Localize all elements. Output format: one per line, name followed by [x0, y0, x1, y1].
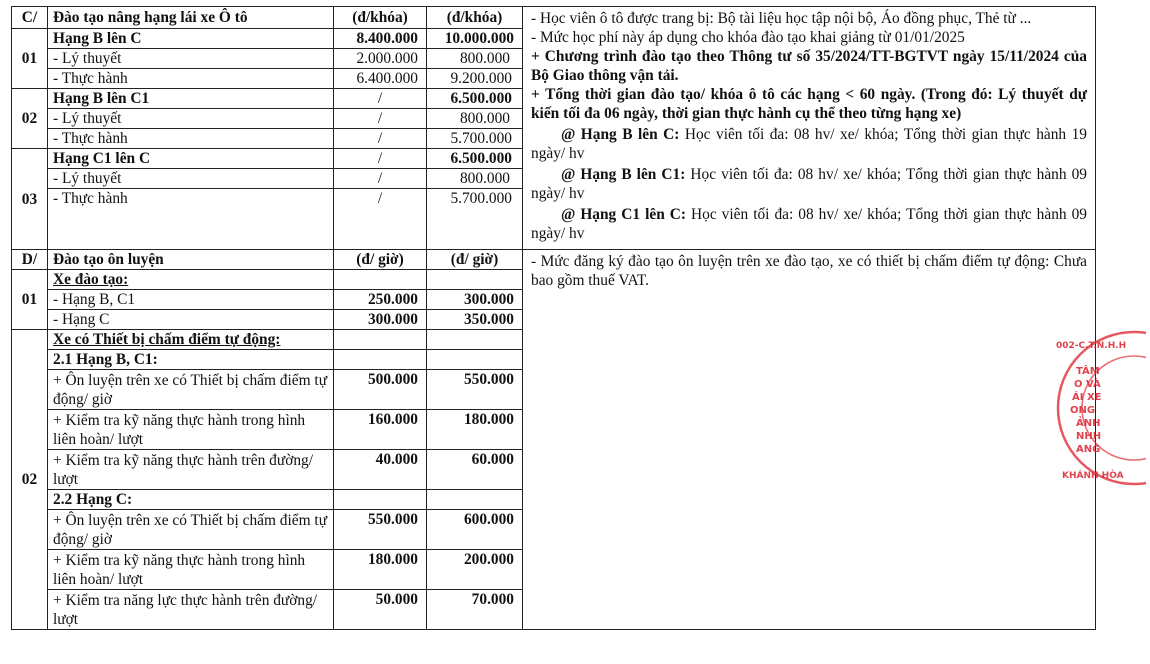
row-label: + Ôn luyện trên xe có Thiết bị chấm điểm tự động/ giờ [48, 370, 334, 410]
row-label: - Thực hành [48, 189, 334, 250]
section-d-title: Đào tạo ôn luyện [48, 250, 334, 270]
svg-text:002-C.T.N.H.H: 002-C.T.N.H.H [1056, 341, 1127, 351]
note-text: Học viên tối đa: 08 hv/ xe/ khóa; Tổng thời gian thực hành 09 ngày/ hv [531, 206, 1087, 242]
note-rank: @ Hạng C1 lên C: [561, 206, 687, 223]
note-rank: @ Hạng B lên C1: [561, 166, 686, 183]
row-value-2: 9.200.000 [427, 69, 523, 89]
note-line: + Chương trình đào tạo theo Thông tư số 35/2024/TT-BGTVT ngày 15/11/2024 của Bộ Giao thông vận tải. [531, 48, 1087, 84]
row-value-1: / [334, 149, 427, 169]
row-value-2: 5.700.000 [427, 129, 523, 149]
note-line: - Học viên ô tô được trang bị: Bộ tài liệu học tập nội bộ, Áo đồng phục, Thẻ từ ... [531, 10, 1032, 27]
row-value-2: 180.000 [427, 410, 523, 450]
section-d-notes [523, 250, 1096, 630]
row-value-2 [427, 350, 523, 370]
section-c-title: Đào tạo nâng hạng lái xe Ô tô [48, 7, 334, 29]
row-value-1 [334, 330, 427, 350]
svg-text:NHH: NHH [1076, 431, 1102, 442]
note-line: - Mức học phí này áp dụng cho khóa đào tạo khai giảng từ 01/01/2025 [531, 29, 965, 46]
row-value-1: 50.000 [334, 590, 427, 630]
fee-table [11, 6, 1096, 630]
row-value-2 [427, 270, 523, 290]
row-value-2: 800.000 [427, 169, 523, 189]
section-c-unit-1: (đ/khóa) [334, 7, 427, 29]
note-line: + Tổng thời gian đào tạo/ khóa ô tô các hạng < 60 ngày. (Trong đó: Lý thuyết dự kiến tối đa 06 ngày, thời gian thực hành cụ thể theo từng hạng xe) [531, 86, 1087, 122]
row-label: 2.2 Hạng C: [48, 490, 334, 510]
row-label: - Lý thuyết [48, 49, 334, 69]
row-label: Hạng C1 lên C [48, 149, 334, 169]
svg-text:TÂM: TÂM [1076, 366, 1100, 377]
section-c-header [12, 7, 1096, 29]
note-text: Học viên tối đa: 08 hv/ xe/ khóa; Tổng thời gian thực hành 09 ngày/ hv [531, 166, 1088, 202]
section-d-unit-1: (đ/ giờ) [334, 250, 427, 270]
note-line [531, 125, 1087, 163]
row-value-1: 40.000 [334, 450, 427, 490]
section-c-unit-2: (đ/khóa) [427, 7, 523, 29]
row-value-2: 800.000 [427, 109, 523, 129]
row-label: 2.1 Hạng B, C1: [48, 350, 334, 370]
row-label: Xe đào tạo: [48, 270, 334, 290]
row-value-2: 5.700.000 [427, 189, 523, 250]
row-value-1: / [334, 89, 427, 109]
row-label: - Hạng B, C1 [48, 290, 334, 310]
row-value-2: 10.000.000 [427, 29, 523, 49]
section-d-header [12, 250, 1096, 270]
row-label: - Lý thuyết [48, 109, 334, 129]
svg-text:ẢNH: ẢNH [1076, 418, 1101, 429]
row-label: Hạng B lên C1 [48, 89, 334, 109]
row-value-1: 2.000.000 [334, 49, 427, 69]
row-value-2 [427, 330, 523, 350]
row-value-1: / [334, 169, 427, 189]
row-value-2: 350.000 [427, 310, 523, 330]
svg-text:KHÁNH HÒA: KHÁNH HÒA [1062, 471, 1124, 481]
row-value-1: / [334, 189, 427, 250]
row-value-1: / [334, 109, 427, 129]
row-value-1 [334, 350, 427, 370]
row-value-1: 250.000 [334, 290, 427, 310]
row-label: - Thực hành [48, 69, 334, 89]
row-value-1: / [334, 129, 427, 149]
note-line [531, 165, 1087, 203]
row-value-2: 60.000 [427, 450, 523, 490]
row-value-1 [334, 490, 427, 510]
row-value-2: 70.000 [427, 590, 523, 630]
row-label: + Kiểm tra năng lực thực hành trên đường/ lượt [48, 590, 334, 630]
row-label: + Kiểm tra kỹ năng thực hành trên đường/ lượt [48, 450, 334, 490]
section-c-code: C/ [12, 7, 48, 29]
row-value-2: 800.000 [427, 49, 523, 69]
svg-text:ONG: ONG [1070, 405, 1096, 416]
row-number: 03 [12, 149, 48, 250]
row-value-1: 500.000 [334, 370, 427, 410]
row-label: Hạng B lên C [48, 29, 334, 49]
row-number: 01 [12, 270, 48, 330]
row-number: 02 [12, 330, 48, 630]
section-d-unit-2: (đ/ giờ) [427, 250, 523, 270]
row-value-2: 6.500.000 [427, 89, 523, 109]
row-value-2: 6.500.000 [427, 149, 523, 169]
row-value-2: 300.000 [427, 290, 523, 310]
svg-text:O VÀ: O VÀ [1074, 379, 1101, 390]
official-seal [1046, 330, 1146, 490]
note-text: Học viên tối đa: 08 hv/ xe/ khóa; Tổng thời gian thực hành 19 ngày/ hv [531, 126, 1087, 162]
row-value-2: 200.000 [427, 550, 523, 590]
fee-document [11, 6, 1096, 660]
row-value-1: 180.000 [334, 550, 427, 590]
svg-text:ANG: ANG [1076, 444, 1101, 455]
row-label: - Thực hành [48, 129, 334, 149]
row-value-2 [427, 490, 523, 510]
row-label: + Ôn luyện trên xe có Thiết bị chấm điểm tự động/ giờ [48, 510, 334, 550]
row-number: 02 [12, 89, 48, 149]
row-label: - Lý thuyết [48, 169, 334, 189]
row-value-2: 550.000 [427, 370, 523, 410]
row-value-1 [334, 270, 427, 290]
row-value-1: 8.400.000 [334, 29, 427, 49]
section-d-code: D/ [12, 250, 48, 270]
row-value-2: 600.000 [427, 510, 523, 550]
row-value-1: 550.000 [334, 510, 427, 550]
row-value-1: 300.000 [334, 310, 427, 330]
note-line: - Mức đăng ký đào tạo ôn luyện trên xe đào tạo, xe có thiết bị chấm điểm tự động: Chưa bao gồm thuế VAT. [531, 253, 1087, 289]
row-label: + Kiểm tra kỹ năng thực hành trong hình liên hoàn/ lượt [48, 410, 334, 450]
row-value-1: 6.400.000 [334, 69, 427, 89]
svg-text:ÁI XE: ÁI XE [1072, 392, 1102, 403]
row-value-1: 160.000 [334, 410, 427, 450]
row-label: + Kiểm tra kỹ năng thực hành trong hình liên hoàn/ lượt [48, 550, 334, 590]
row-number: 01 [12, 29, 48, 89]
row-label: Xe có Thiết bị chấm điểm tự động: [48, 330, 334, 350]
row-label: - Hạng C [48, 310, 334, 330]
section-c-notes [523, 7, 1096, 250]
note-rank: @ Hạng B lên C: [561, 126, 680, 143]
note-line [531, 205, 1087, 243]
